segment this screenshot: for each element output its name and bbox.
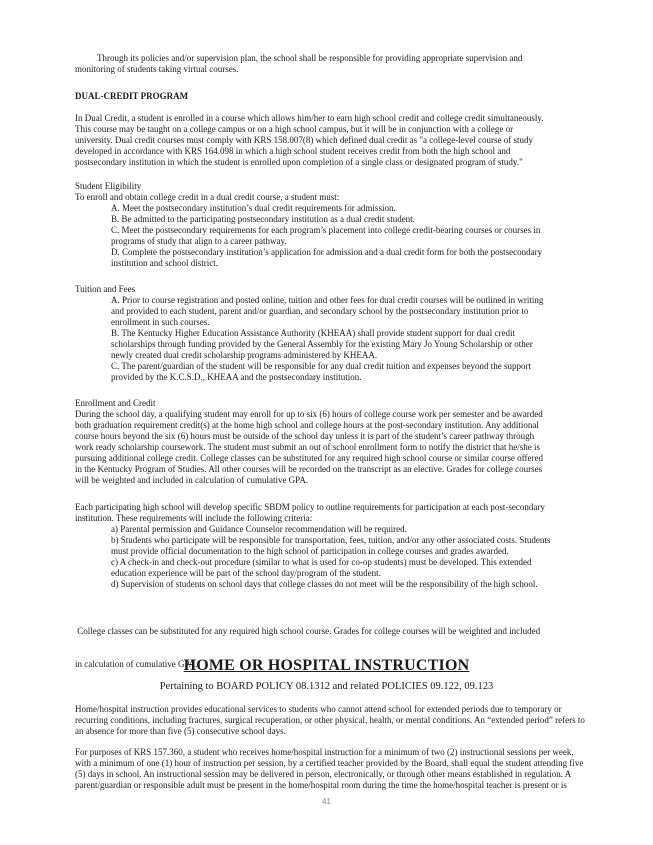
home-hospital-paragraph-1 (75, 704, 585, 737)
text-line: During the school day, a qualifying student may enroll for up to six (6) hours of college course work per semester and be awarded (75, 409, 543, 419)
text-line: institution. These requirements will include the following criteria: (75, 513, 313, 523)
list-item: scholarships through funding provided by the General Assembly for the existing Mary Jo Young Scholarship or other (111, 339, 533, 349)
text-line: work ready scholarship coursework. The student must submit an out of school enrollment form to notify the district that he/she is (75, 442, 540, 452)
eligibility-section (75, 181, 585, 269)
page-number: 41 (322, 797, 331, 806)
list-item: B. Be admitted to the participating postsecondary institution as a dual credit student. (111, 214, 415, 224)
text-line: parent/guardian or responsible adult must be present in the home/hospital room during the time the home/hospital teacher is present or is (75, 780, 567, 790)
list-item: B. The Kentucky Higher Education Assistance Authority (KHEAA) shall provide student support for dual credit (111, 328, 516, 338)
sbdm-section (75, 502, 585, 590)
list-item: C. Meet the postsecondary requirements for each program’s placement into college credit-bearing courses or courses in (111, 225, 541, 235)
list-item: institution and school district. (111, 258, 218, 268)
text-line: an absence for more than five (5) consecutive school days. (75, 726, 286, 736)
list-item: education experience will be part of the school day/program of the student. (111, 568, 381, 578)
home-hospital-paragraph-2 (75, 747, 585, 791)
text-line: in the Kentucky Program of Studies. All other courses will be recorded on the transcript as an elective. Grades for college courses (75, 464, 543, 474)
list-item: a) Parental permission and Guidance Counselor recommendation will be required. (111, 524, 407, 534)
list-item: must provide official documentation to the high school of participation in college courses and grades awarded. (111, 546, 509, 556)
list-item: programs of study that align to a career pathway. (111, 236, 287, 246)
list-item: provided by the K.C.S.D., KHEAA and the postsecondary institution. (111, 372, 362, 382)
text-line: will be weighted and included in calculation of cumulative GPA. (75, 475, 309, 485)
intro-paragraph (75, 53, 585, 75)
text-line: Each participating high school will develop specific SBDM policy to outline requirements for participation at each post-secondary (75, 502, 545, 512)
text-line: recurring conditions, including fractures, surgical recuperation, or other physical, health, or mental conditions. An “extended period” refers to (75, 715, 585, 725)
text-line: In Dual Credit, a student is enrolled in a course which allows him/her to earn high school credit and college credit simultaneously. (75, 113, 544, 123)
subsection-heading: Enrollment and Credit (75, 398, 156, 408)
text-line: with a minimum of one (1) hour of instruction per session, by a certified teacher provided by the Board, shall equal the student attending five (75, 758, 584, 768)
section-title: HOME OR HOSPITAL INSTRUCTION (183, 657, 470, 674)
list-item: A. Prior to course registration and posted online, tuition and other fees for dual credit courses will be outlined in writing (111, 295, 544, 305)
text-line: Through its policies and/or supervision plan, the school shall be responsible for providing appropriate supervision and (97, 53, 523, 63)
text-line: university. Dual credit courses must comply with KRS 158.007(8) which defined dual credit as "a college-level course of study (75, 135, 533, 145)
text-line: in calculation of cumulative GPA. (75, 659, 198, 669)
list-item: d) Supervision of students on school days that college classes do not meet will be the responsibility of the high school. (111, 579, 538, 589)
dual-credit-paragraph (75, 113, 585, 168)
text-line: To enroll and obtain college credit in a dual credit course, a student must: (75, 192, 340, 202)
text-line: College classes can be substituted for any required high school course. Grades for college courses will be weighted and included (75, 626, 541, 636)
subsection-heading: Tuition and Fees (75, 284, 136, 294)
section-subtitle: Pertaining to BOARD POLICY 08.1312 and related POLICIES 09.122, 09.123 (159, 681, 494, 692)
list-item: b) Students who participate will be responsible for transportation, fees, tuition, and/or any other associated costs. Students (111, 535, 551, 545)
list-item: and provided to each student, parent and/or guardian, and secondary school by the postsecondary institution prior to (111, 306, 529, 316)
list-item: enrollment in such courses. (111, 317, 210, 327)
text-line: (5) days in school. An instructional session may be delivered in person, electronically, or through other means established in regulation. A (75, 769, 572, 779)
text-line: course hours beyond the six (6) hours must be outside of the school day unless it is part of the student’s career pathway through (75, 431, 535, 441)
list-item: c) A check-in and check-out procedure (similar to what is used for co-op students) must be developed. This extended (111, 557, 532, 567)
subsection-heading: Student Eligibility (75, 181, 142, 191)
tuition-section (75, 284, 585, 383)
text-line: monitoring of students taking virtual courses. (75, 64, 239, 74)
list-item: newly created dual credit scholarship programs administered by KHEAA. (111, 350, 378, 360)
text-line: pursuing additional college credit. College classes can be substituted for any required high school course or similar course offered (75, 453, 543, 463)
list-item: A. Meet the postsecondary institution’s dual credit requirements for admission. (111, 203, 396, 213)
text-line: Home/hospital instruction provides educational services to students who cannot attend school for extended periods due to temporary or (75, 704, 562, 714)
list-item: C. The parent/guardian of the student will be responsible for any dual credit tuition and expenses beyond the support (111, 361, 531, 371)
text-line: This course may be taught on a college campus or on a high school campus, but it will be in conjunction with a college or (75, 124, 514, 134)
text-line: For purposes of KRS 157.360, a student who receives home/hospital instruction for a minimum of two (2) instructional sessions per week, (75, 747, 574, 757)
text-line: postsecondary institution in which the student is enrolled upon completion of a single class or designated program of study." (75, 157, 523, 167)
list-item: D. Complete the postsecondary institution’s application for admission and a dual credit form for both the postsecondary (111, 247, 543, 257)
enrollment-section (75, 398, 585, 486)
section-heading: DUAL-CREDIT PROGRAM (75, 91, 189, 101)
text-line: developed in accordance with KRS 164.098 in which a high school student receives credit from both the high school and (75, 146, 511, 156)
text-line: both graduation requirement credit(s) at the home high school and college hours at the post-secondary institution. Any additional (75, 420, 539, 430)
